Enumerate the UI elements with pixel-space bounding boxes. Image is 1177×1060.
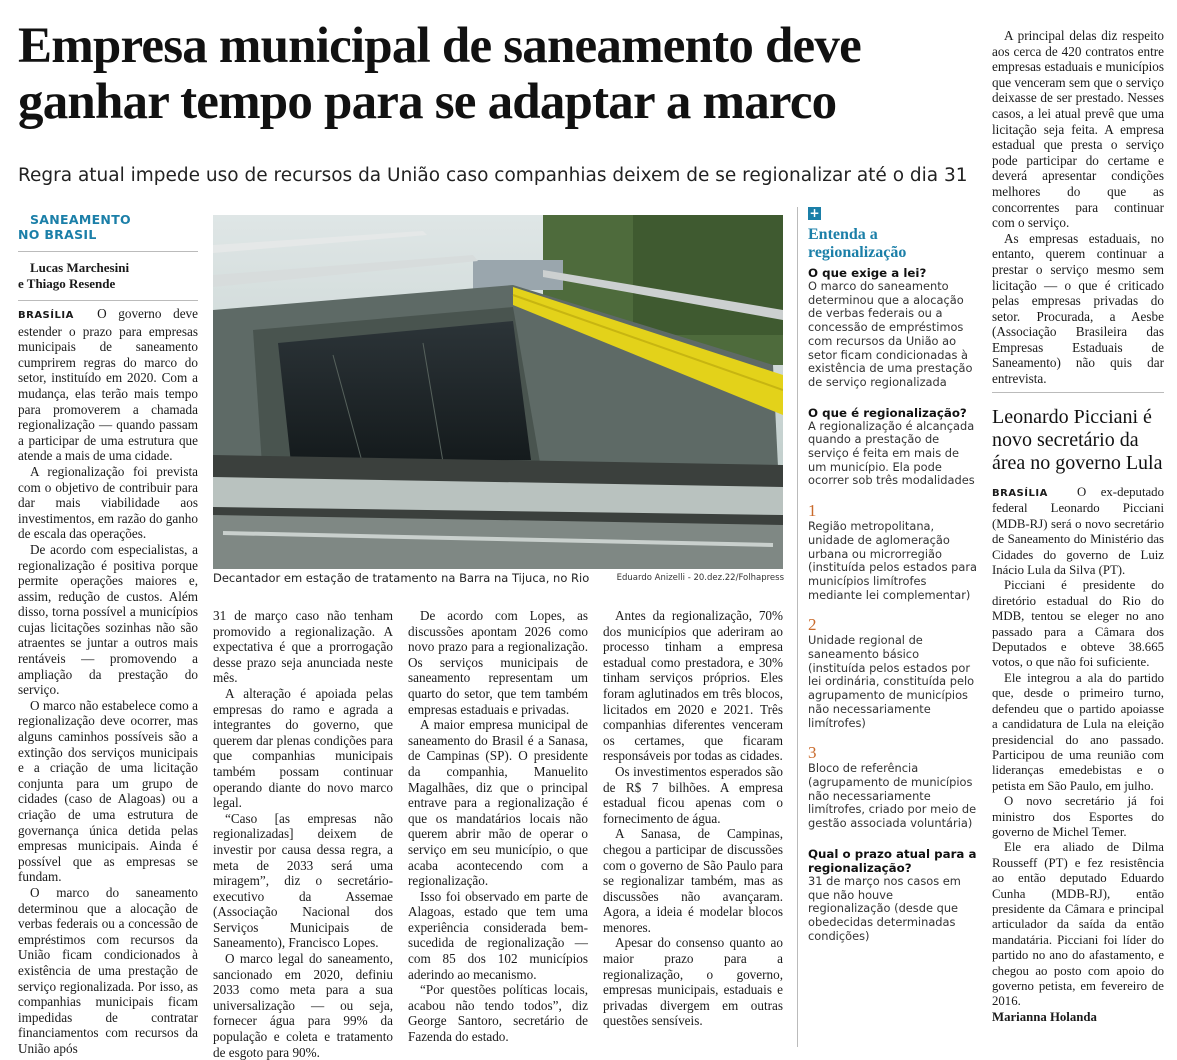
- article-paragraph: BRASÍLIA O ex-deputado federal Leonardo Picciani (MDB-RJ) será o novo secretário de Saneamento do Ministério das Cidades do governo de Luiz Inácio Lula da Silva (PT).: [992, 485, 1164, 578]
- article-paragraph: De acordo com especialistas, a regionalização é positiva porque permite operações maiores e, assim, redução de custos. Além disso, torna possível a municípios cujas licitações sozinhas não são atraentes se juntar a outros mais rentáveis — promovendo a ampliação da prestação do serviço.: [18, 541, 198, 698]
- modality-text: Região metropolitana, unidade de aglomeração urbana ou microrregião (instituída pelos estados para municípios limítrofes mediante lei complementar): [808, 519, 978, 602]
- byline: Lucas Marchesini e Thiago Resende: [18, 260, 130, 291]
- plus-icon: +: [809, 206, 820, 220]
- info-box-title: Entenda a regionalização: [808, 226, 907, 261]
- modality-item: [808, 744, 978, 831]
- article-paragraph: Antes da regionalização, 70% dos municípios que aderiram ao processo tinham a empresa estadual como prestadora, e 30% tinham serviços próprios. Eles foram aglutinados em três blocos, licitados em 2020 e 2021. Três companhias diferentes venceram os certames, que ficaram responsáveis por todas as cidades.: [603, 608, 783, 764]
- article-paragraph: A Sanasa, de Campinas, chegou a participar de discussões com o governo de São Paulo para se regionalizar também, mas as discussões não avançaram. Agora, a ideia é modelar blocos menores.: [603, 826, 783, 935]
- water-treatment-plant-image: [213, 215, 783, 569]
- article-paragraph: As empresas estaduais, no entanto, querem continuar a prestar o serviço mesmo sem licitação — o que é criticado pelas empresas privadas do setor. Procurada, a Aesbe (Associação Brasileira das Empresas Estaduais de Saneamento) não quis dar entrevista.: [992, 230, 1164, 387]
- modality-text: Unidade regional de saneamento básico (instituída pelos estados por lei ordinária, constituída pelo agrupamento de municípios não necessariamente limítrofes): [808, 633, 975, 730]
- modality-number: 3: [808, 743, 817, 763]
- info-question: Qual o prazo atual para a regionalização?: [808, 846, 977, 875]
- sidebar-headline: Leonardo Picciani é novo secretário da área no governo Lula: [992, 406, 1163, 474]
- article-paragraph: Apesar do consenso quanto ao maior prazo para a regionalização, o governo, empresas municipais, estaduais e privadas divergem em outras questões sensíveis.: [603, 935, 783, 1029]
- article-column-4: [603, 608, 783, 1029]
- article-paragraph: 31 de março caso não tenham promovido a regionalização. A expectativa é que a prorrogação desse prazo seja anunciada neste mês.: [213, 608, 393, 686]
- info-question: O que exige a lei?: [808, 266, 927, 280]
- article-paragraph: A principal delas diz respeito aos cerca de 420 contratos entre empresas estaduais e municípios que venceram sem que o serviço deixasse de ser prestado. Nesses casos, a lei atual prevê que uma licitação seja feita. A empresa estadual que presta o serviço pode participar do certame e deverá apresentar condições melhores do que as concorrentes para continuar com o serviço.: [992, 28, 1164, 231]
- article-paragraph: Picciani é presidente do diretório estadual do Rio do MDB, tentou se eleger no ano passado para a Câmara dos Deputados e obteve 38.665 votos, o que não foi suficiente.: [992, 578, 1164, 670]
- info-answer: A regionalização é alcançada quando a prestação de serviço é feita em mais de um município. Ela pode ocorrer sob três modalidades: [808, 418, 975, 488]
- dateline: BRASÍLIA: [18, 310, 74, 321]
- modality-item: [808, 502, 978, 602]
- info-box: [808, 207, 978, 943]
- news-photo: [213, 215, 783, 569]
- article-paragraph: Ele integrou a ala do partido que, desde o primeiro turno, defendeu que o partido apoiasse a candidatura de Lula na eleição presidencial do ano passado. Participou de uma reunião com lideranças emedebistas e o petista em São Paulo, em julho.: [992, 670, 1164, 793]
- article-paragraph: De acordo com Lopes, as discussões apontam 2026 como novo prazo para a regionalização. Os serviços municipais de saneamento representam um quarto do setor, que tem também empresas estaduais e privadas.: [408, 608, 588, 717]
- article-paragraph: Ele era aliado de Dilma Rousseff (PT) e fez resistência ao então deputado Eduardo Cunha (MDB-RJ), então presidente da Câmara e principal articulador da saída da então mandatária. Picciani foi líder do partido no ano do afastamento, e chegou ao posto com apoio do governo petista, em fevereiro de 2016.: [992, 840, 1164, 1009]
- photo-credit: Eduardo Anizelli - 20.dez.22/Folhapress: [616, 573, 784, 583]
- sidebar-author: Marianna Holanda: [992, 1009, 1097, 1024]
- subheadline: Regra atual impede uso de recursos da União caso companhias deixem de se regionalizar até o dia 31: [18, 165, 968, 186]
- article-paragraph: BRASÍLIA O governo deve estender o prazo para empresas municipais de saneamento cumprirem regras do marco do setor, instituído em 2020. Com a mudança, elas terão mais tempo para promoverem a chamada regionalização — quando passam a participar de uma estrutura que atende a mais de uma cidade.: [18, 306, 198, 464]
- info-answer: 31 de março nos casos em que não houve regionalização (desde que obedecidas determinadas condições): [808, 873, 961, 943]
- article-paragraph: “Caso [as empresas não regionalizadas] deixem de investir por causa dessa regra, a meta de 2033 será uma miragem”, diz o secretário-executivo da Assemae (Associação Nacional dos Serviços Municipais de Saneamento), Francisco Lopes.: [213, 810, 393, 951]
- article-column-5: [992, 28, 1164, 387]
- article-paragraph: A alteração é apoiada pelas empresas do ramo e agrada a integrantes do governo, que querem dar plenas condições para que companhias municipais também possam continuar operando diante do novo marco legal.: [213, 685, 393, 811]
- sidebar-article: [992, 406, 1164, 1025]
- modality-number: 2: [808, 615, 817, 635]
- article-paragraph: O marco do saneamento determinou que a alocação de verbas federais ou a concessão de empréstimos com recursos da União ficam condicionados à existência de uma prestação de serviço regionalizada. Por isso, as companhias municipais ficam impedidas de contratar financiamentos com recursos da União após: [18, 884, 198, 1056]
- article-column-2: [213, 608, 393, 1060]
- info-answer: O marco do saneamento determinou que a alocação de verbas federais ou a concessão de empréstimos com recursos da União ao setor ficam condicionadas à existência de uma prestação de serviço regionalizada: [808, 279, 973, 389]
- article-paragraph: “Por questões políticas locais, acabou não tendo todos”, diz George Santoro, secretário de Fazenda do estado.: [408, 982, 588, 1045]
- section-kicker: SANEAMENTO NO BRASIL: [18, 212, 131, 242]
- dateline: BRASÍLIA: [992, 488, 1048, 499]
- info-question: O que é regionalização?: [808, 405, 967, 420]
- modality-text: Bloco de referência (agrupamento de municípios não necessariamente limítrofes, criado por meio de gestão associada voluntária): [808, 761, 977, 831]
- article-paragraph: A maior empresa municipal de saneamento do Brasil é a Sanasa, de Campinas (SP). O presidente da companhia, Manuelito Magalhães, diz que o principal entrave para a regionalização é que os mandatários locais não querem abrir mão de operar o serviço em seu município, o que acaba acontecendo com a regionalização.: [408, 717, 588, 889]
- headline: Empresa municipal de saneamento deve ganhar tempo para se adaptar a marco: [18, 18, 861, 130]
- modality-number: 1: [808, 501, 817, 521]
- article-paragraph: O novo secretário já foi ministro dos Esportes do governo de Michel Temer.: [992, 794, 1164, 839]
- article-paragraph: O marco legal do saneamento, sancionado em 2020, definiu 2033 como meta para a sua universalização — ou seja, fornecer água para 99% da população e coleta e tratamento de esgoto para 90%.: [213, 951, 393, 1060]
- modality-item: [808, 616, 978, 730]
- article-column-3: [408, 608, 588, 1045]
- article-paragraph: A regionalização foi prevista com o objetivo de contribuir para dar mais viabilidade aos investimentos, em razão do ganho de escala das operações.: [18, 463, 198, 542]
- article-column-1: [18, 212, 198, 1057]
- article-paragraph: Isso foi observado em parte de Alagoas, estado que tem uma experiência considerada bem-sucedida de regionalização — com 85 dos 102 municípios aderindo ao mecanismo.: [408, 888, 588, 982]
- article-paragraph: O marco não estabelece como a regionalização deve ocorrer, mas alguns caminhos possíveis são a extinção dos serviços municipais e a criação de uma licitação conjunta para um grupo de cidades (caso de Alagoas) ou a criação de uma estrutura de governança única detida pelas empresas municipais. Ainda é possível que as empresas se fundam.: [18, 697, 198, 885]
- photo-caption: Decantador em estação de tratamento na Barra na Tijuca, no Rio: [213, 571, 590, 585]
- article-paragraph: Os investimentos esperados são de R$ 7 bilhões. A empresa estadual ficou apenas com o fornecimento de água.: [603, 763, 783, 826]
